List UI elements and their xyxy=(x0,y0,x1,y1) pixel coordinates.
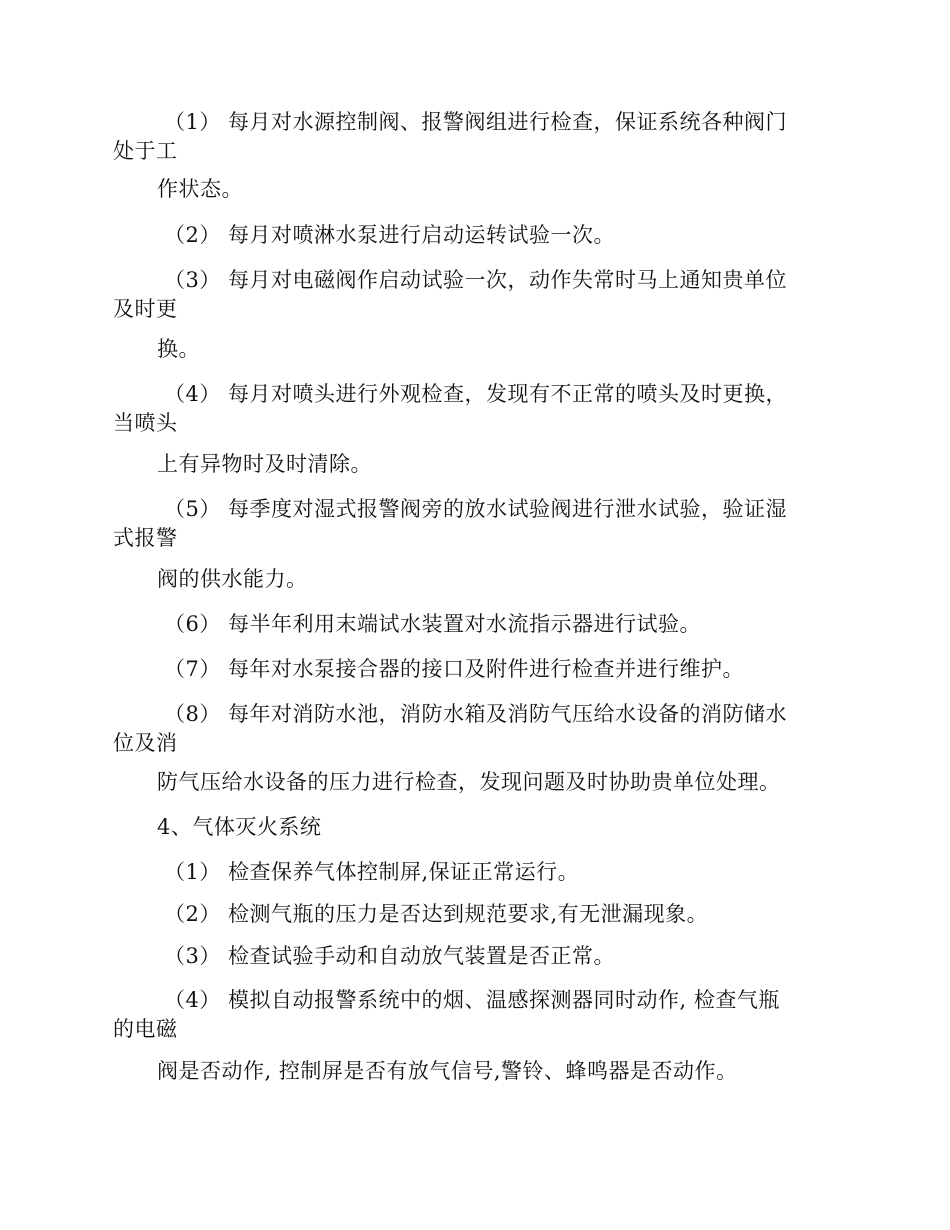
paragraph-line xyxy=(113,450,887,478)
line-text: 位及消 xyxy=(113,731,178,755)
line-text: 上有异物时及时清除。 xyxy=(157,452,372,476)
item-number: （4） xyxy=(164,382,221,406)
paragraph-line xyxy=(113,986,894,1014)
line-text: 当喷头 xyxy=(113,411,178,435)
paragraph-line xyxy=(113,565,887,593)
paragraph-line xyxy=(113,495,894,523)
item-number: （2） xyxy=(164,223,221,247)
line-text: 每月对喷头进行外观检查，发现有不正常的喷头及时更换， xyxy=(228,382,787,406)
paragraph-line xyxy=(113,108,894,136)
line-text: 每月对喷淋水泵进行启动运转试验一次。 xyxy=(228,223,615,247)
line-text: 检查试验手动和自动放气装置是否正常。 xyxy=(228,944,615,968)
item-number: （3） xyxy=(164,268,221,292)
item-number: （3） xyxy=(164,944,221,968)
line-text: 阀是否动作, 控制屏是否有放气信号,警铃、蜂鸣器是否动作。 xyxy=(157,1059,738,1083)
line-text: 4、气体灭火系统 xyxy=(157,815,322,839)
item-number: （1） xyxy=(164,860,221,884)
item-number: （8） xyxy=(164,702,221,726)
paragraph-line xyxy=(113,524,843,552)
line-text: 处于工 xyxy=(113,139,178,163)
item-number: （6） xyxy=(164,612,221,636)
paragraph-line xyxy=(113,610,894,638)
line-text: 的电磁 xyxy=(113,1017,178,1041)
paragraph-line xyxy=(113,266,894,294)
line-text: 每月对电磁阀作启动试验一次，动作失常时马上通知贵单位 xyxy=(228,268,787,292)
item-number: （2） xyxy=(164,902,221,926)
paragraph-line xyxy=(113,221,894,249)
item-number: （7） xyxy=(164,657,221,681)
paragraph-line xyxy=(113,858,894,886)
paragraph-line xyxy=(113,655,894,683)
paragraph-line xyxy=(113,175,887,203)
paragraph-line xyxy=(113,1015,843,1043)
line-text: 及时更 xyxy=(113,297,178,321)
paragraph-line xyxy=(113,942,894,970)
paragraph-line xyxy=(113,295,843,323)
line-text: 模拟自动报警系统中的烟、温感探测器同时动作, 检查气瓶 xyxy=(228,988,780,1012)
line-text: 每季度对湿式报警阀旁的放水试验阀进行泄水试验，验证湿 xyxy=(228,497,787,521)
line-text: 检查保养气体控制屏,保证正常运行。 xyxy=(228,860,580,884)
line-text: 式报警 xyxy=(113,526,178,550)
item-number: （1） xyxy=(164,110,221,134)
paragraph-line xyxy=(113,729,843,757)
line-text: 作状态。 xyxy=(157,177,243,201)
paragraph-line xyxy=(113,1057,887,1085)
line-text: 每月对水源控制阀、报警阀组进行检查，保证系统各种阀门 xyxy=(228,110,787,134)
paragraph-line xyxy=(113,700,894,728)
line-text: 检测气瓶的压力是否达到规范要求,有无泄漏现象。 xyxy=(228,902,709,926)
line-text: 换。 xyxy=(157,337,200,361)
line-text: 每年对水泵接合器的接口及附件进行检查并进行维护。 xyxy=(228,657,744,681)
line-text: 每年对消防水池，消防水箱及消防气压给水设备的消防储水 xyxy=(228,702,787,726)
paragraph-line xyxy=(113,409,843,437)
paragraph-line xyxy=(113,380,894,408)
paragraph-line xyxy=(113,137,843,165)
section-heading xyxy=(113,813,887,841)
line-text: 每半年利用末端试水装置对水流指示器进行试验。 xyxy=(228,612,701,636)
paragraph-line xyxy=(113,900,894,928)
paragraph-line xyxy=(113,335,887,363)
item-number: （5） xyxy=(164,497,221,521)
line-text: 阀的供水能力。 xyxy=(157,567,308,591)
paragraph-line xyxy=(113,768,887,796)
item-number: （4） xyxy=(164,988,221,1012)
line-text: 防气压给水设备的压力进行检查，发现问题及时协助贵单位处理。 xyxy=(157,770,781,794)
